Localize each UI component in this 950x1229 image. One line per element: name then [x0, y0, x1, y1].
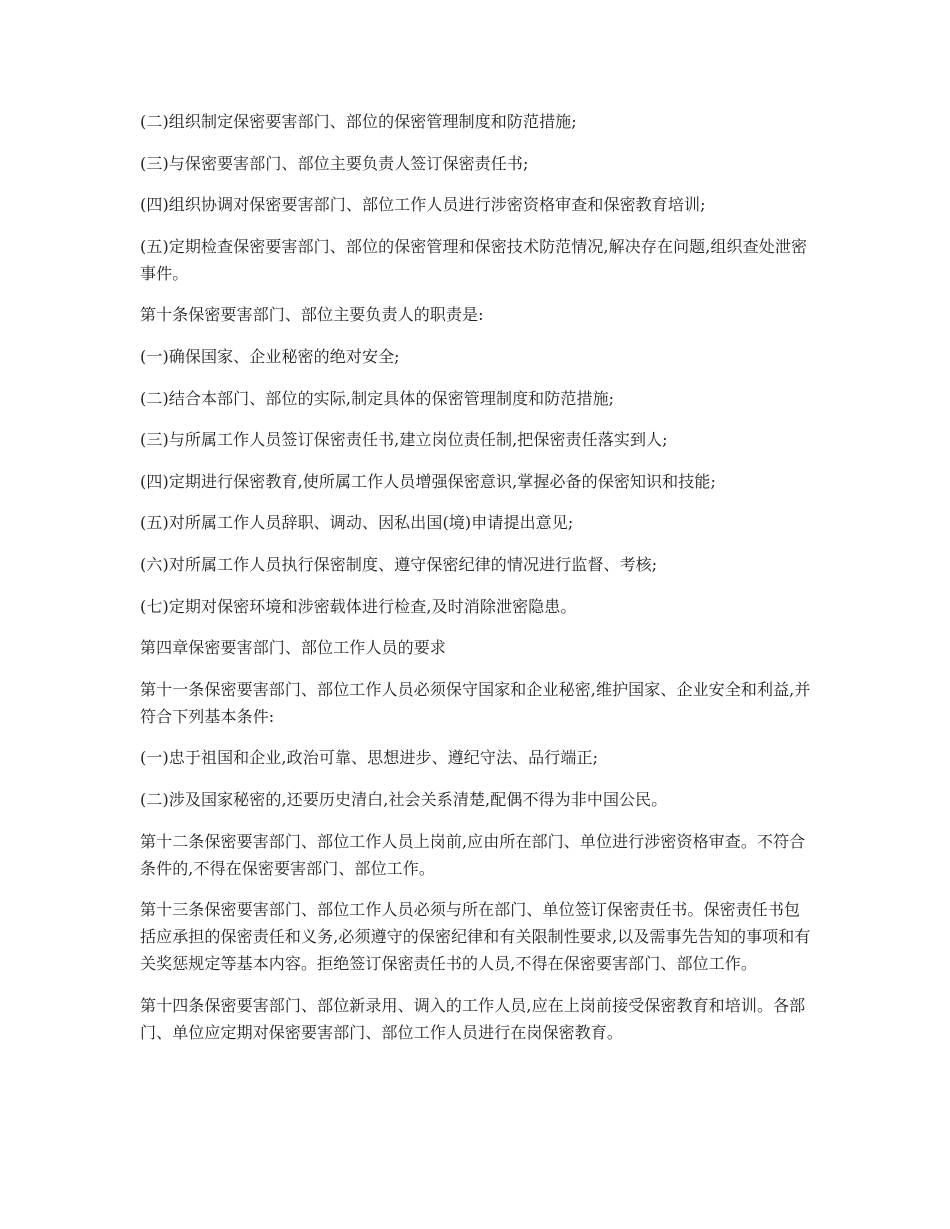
paragraph: (一)忠于祖国和企业,政治可靠、思想进步、遵纪守法、品行端正; — [140, 748, 599, 768]
article-paragraph: 第十一条保密要害部门、部位工作人员必须保守国家和企业秘密,维护国家、企业安全和利益,并符合下列基本条件: — [140, 679, 811, 726]
article-paragraph: 第十二条保密要害部门、部位工作人员上岗前,应由所在部门、单位进行涉密资格审查。不符合条件的,不得在保密要害部门、部位工作。 — [140, 831, 806, 878]
article-paragraph: 第十三条保密要害部门、部位工作人员必须与所在部门、单位签订保密责任书。保密责任书包括应承担的保密责任和义务,必须遵守的保密纪律和有关限制性要求,以及需事先告知的事项和有关奖惩规定等基本内容。拒绝签订保密责任书的人员,不得在保密要害部门、部位工作。 — [140, 900, 811, 974]
paragraph: (五)定期检查保密要害部门、部位的保密管理和保密技术防范情况,解决存在问题,组织查处泄密事件。 — [140, 236, 808, 283]
paragraph: (三)与保密要害部门、部位主要负责人签订保密责任书; — [140, 153, 529, 173]
paragraph: (三)与所属工作人员签订保密责任书,建立岗位责任制,把保密责任落实到人; — [140, 430, 668, 450]
paragraph: (二)组织制定保密要害部门、部位的保密管理制度和防范措施; — [140, 112, 577, 131]
article-paragraph: 第十四条保密要害部门、部位新录用、调入的工作人员,应在上岗前接受保密教育和培训。各部门、单位应定期对保密要害部门、部位工作人员进行在岗保密教育。 — [140, 995, 806, 1042]
paragraph: (四)定期进行保密教育,使所属工作人员增强保密意识,掌握必备的保密知识和技能; — [140, 471, 716, 491]
paragraph: (五)对所属工作人员辞职、调动、因私出国(境)申请提出意见; — [140, 513, 574, 533]
paragraph: (二)涉及国家秘密的,还要历史清白,社会关系清楚,配偶不得为非中国公民。 — [140, 789, 668, 809]
paragraph: (二)结合本部门、部位的实际,制定具体的保密管理制度和防范措施; — [140, 388, 615, 408]
article-heading: 第十条保密要害部门、部位主要负责人的职责是: — [140, 305, 484, 325]
paragraph: (四)组织协调对保密要害部门、部位工作人员进行涉密资格审查和保密教育培训; — [140, 195, 706, 215]
chapter-heading: 第四章保密要害部门、部位工作人员的要求 — [140, 638, 446, 658]
paragraph: (六)对所属工作人员执行保密制度、遵守保密纪律的情况进行监督、考核; — [140, 554, 658, 574]
document-body — [140, 108, 816, 1060]
paragraph: (七)定期对保密环境和涉密载体进行检查,及时消除泄密隐患。 — [140, 596, 577, 616]
paragraph: (一)确保国家、企业秘密的绝对安全; — [140, 346, 400, 366]
